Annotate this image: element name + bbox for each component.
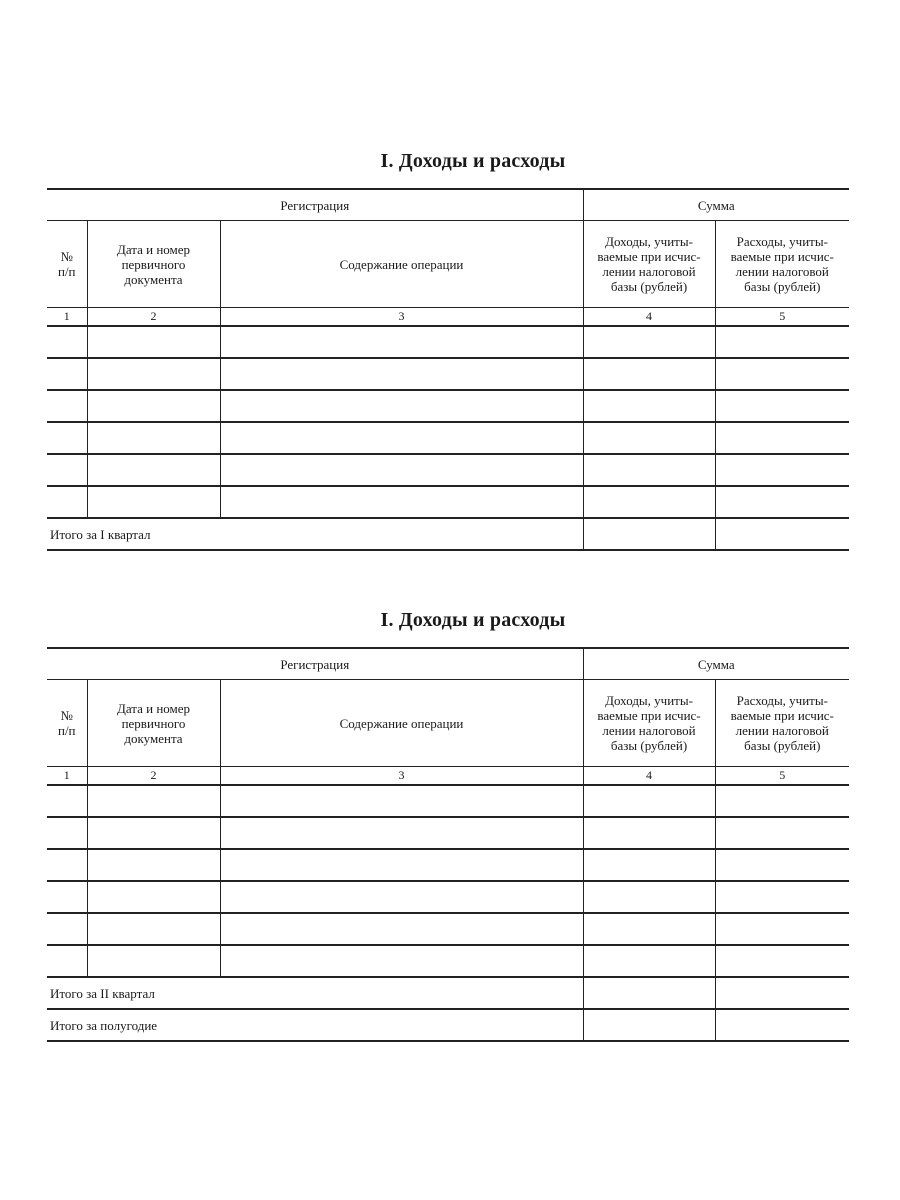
cell-expense[interactable]	[715, 849, 849, 881]
cell-expense[interactable]	[715, 945, 849, 977]
cell-content[interactable]	[220, 945, 583, 977]
cell-num[interactable]	[47, 881, 87, 913]
table-row	[47, 913, 849, 945]
cell-content[interactable]	[220, 454, 583, 486]
cell-date[interactable]	[87, 422, 220, 454]
cell-income[interactable]	[583, 849, 715, 881]
cell-num[interactable]	[47, 358, 87, 390]
header-sum: Сумма	[583, 648, 849, 680]
table-row	[47, 881, 849, 913]
table-row	[47, 785, 849, 817]
cell-content[interactable]	[220, 390, 583, 422]
cell-expense[interactable]	[715, 422, 849, 454]
cell-num[interactable]	[47, 785, 87, 817]
cell-num[interactable]	[47, 817, 87, 849]
col-number: 2	[87, 308, 220, 327]
total-expense[interactable]	[715, 977, 849, 1009]
table-row	[47, 326, 849, 358]
header-col-date: Дата и номер первичного документа	[87, 221, 220, 308]
cell-num[interactable]	[47, 390, 87, 422]
header-col-content: Содержание операции	[220, 680, 583, 767]
cell-content[interactable]	[220, 326, 583, 358]
cell-num[interactable]	[47, 849, 87, 881]
table-row	[47, 358, 849, 390]
col-number: 5	[715, 308, 849, 327]
header-sum: Сумма	[583, 189, 849, 221]
cell-expense[interactable]	[715, 881, 849, 913]
cell-date[interactable]	[87, 326, 220, 358]
total-row	[47, 977, 849, 1009]
total-label: Итого за II квартал	[47, 977, 583, 1009]
col-number: 3	[220, 308, 583, 327]
cell-num[interactable]	[47, 326, 87, 358]
section-2	[47, 609, 849, 1042]
section-title: I. Доходы и расходы	[380, 609, 566, 631]
header-col-expense: Расходы, учиты- ваемые при исчис- лении налоговой базы (рублей)	[715, 680, 849, 767]
table-row	[47, 849, 849, 881]
header-col-content: Содержание операции	[220, 221, 583, 308]
header-registration: Регистрация	[47, 648, 583, 680]
cell-income[interactable]	[583, 881, 715, 913]
income-expense-table	[47, 188, 849, 551]
cell-date[interactable]	[87, 945, 220, 977]
cell-income[interactable]	[583, 486, 715, 518]
cell-expense[interactable]	[715, 390, 849, 422]
cell-date[interactable]	[87, 913, 220, 945]
col-number: 4	[583, 308, 715, 327]
cell-expense[interactable]	[715, 785, 849, 817]
col-number: 3	[220, 767, 583, 786]
total-income[interactable]	[583, 1009, 715, 1041]
cell-content[interactable]	[220, 817, 583, 849]
cell-date[interactable]	[87, 454, 220, 486]
cell-expense[interactable]	[715, 326, 849, 358]
cell-date[interactable]	[87, 817, 220, 849]
cell-income[interactable]	[583, 390, 715, 422]
cell-income[interactable]	[583, 945, 715, 977]
col-number: 4	[583, 767, 715, 786]
section-1	[47, 150, 849, 551]
cell-num[interactable]	[47, 945, 87, 977]
header-col-income: Доходы, учиты- ваемые при исчис- лении налоговой базы (рублей)	[583, 221, 715, 308]
cell-expense[interactable]	[715, 486, 849, 518]
cell-income[interactable]	[583, 817, 715, 849]
cell-income[interactable]	[583, 422, 715, 454]
cell-content[interactable]	[220, 881, 583, 913]
header-col-num: № п/п	[47, 680, 87, 767]
table-row	[47, 817, 849, 849]
total-expense[interactable]	[715, 518, 849, 550]
table-row	[47, 945, 849, 977]
total-row	[47, 1009, 849, 1041]
total-income[interactable]	[583, 518, 715, 550]
cell-content[interactable]	[220, 913, 583, 945]
cell-num[interactable]	[47, 486, 87, 518]
cell-income[interactable]	[583, 913, 715, 945]
col-number: 1	[47, 767, 87, 786]
cell-num[interactable]	[47, 422, 87, 454]
total-expense[interactable]	[715, 1009, 849, 1041]
cell-content[interactable]	[220, 486, 583, 518]
col-number: 1	[47, 308, 87, 327]
col-number: 5	[715, 767, 849, 786]
total-label: Итого за I квартал	[47, 518, 583, 550]
cell-num[interactable]	[47, 454, 87, 486]
cell-income[interactable]	[583, 358, 715, 390]
cell-income[interactable]	[583, 326, 715, 358]
cell-content[interactable]	[220, 422, 583, 454]
header-col-date: Дата и номер первичного документа	[87, 680, 220, 767]
cell-content[interactable]	[220, 785, 583, 817]
cell-income[interactable]	[583, 785, 715, 817]
cell-num[interactable]	[47, 913, 87, 945]
cell-content[interactable]	[220, 358, 583, 390]
section-title: I. Доходы и расходы	[380, 150, 566, 172]
table-row	[47, 454, 849, 486]
total-income[interactable]	[583, 977, 715, 1009]
cell-income[interactable]	[583, 454, 715, 486]
table-row	[47, 422, 849, 454]
cell-date[interactable]	[87, 849, 220, 881]
total-label: Итого за полугодие	[47, 1009, 583, 1041]
total-row	[47, 518, 849, 550]
cell-date[interactable]	[87, 358, 220, 390]
header-registration: Регистрация	[47, 189, 583, 221]
cell-expense[interactable]	[715, 913, 849, 945]
cell-expense[interactable]	[715, 358, 849, 390]
cell-expense[interactable]	[715, 817, 849, 849]
header-col-income: Доходы, учиты- ваемые при исчис- лении налоговой базы (рублей)	[583, 680, 715, 767]
table-row	[47, 486, 849, 518]
header-col-expense: Расходы, учиты- ваемые при исчис- лении налоговой базы (рублей)	[715, 221, 849, 308]
income-expense-table	[47, 647, 849, 1042]
header-col-num: № п/п	[47, 221, 87, 308]
cell-date[interactable]	[87, 785, 220, 817]
cell-date[interactable]	[87, 486, 220, 518]
cell-date[interactable]	[87, 390, 220, 422]
table-row	[47, 390, 849, 422]
col-number: 2	[87, 767, 220, 786]
cell-date[interactable]	[87, 881, 220, 913]
cell-expense[interactable]	[715, 454, 849, 486]
cell-content[interactable]	[220, 849, 583, 881]
